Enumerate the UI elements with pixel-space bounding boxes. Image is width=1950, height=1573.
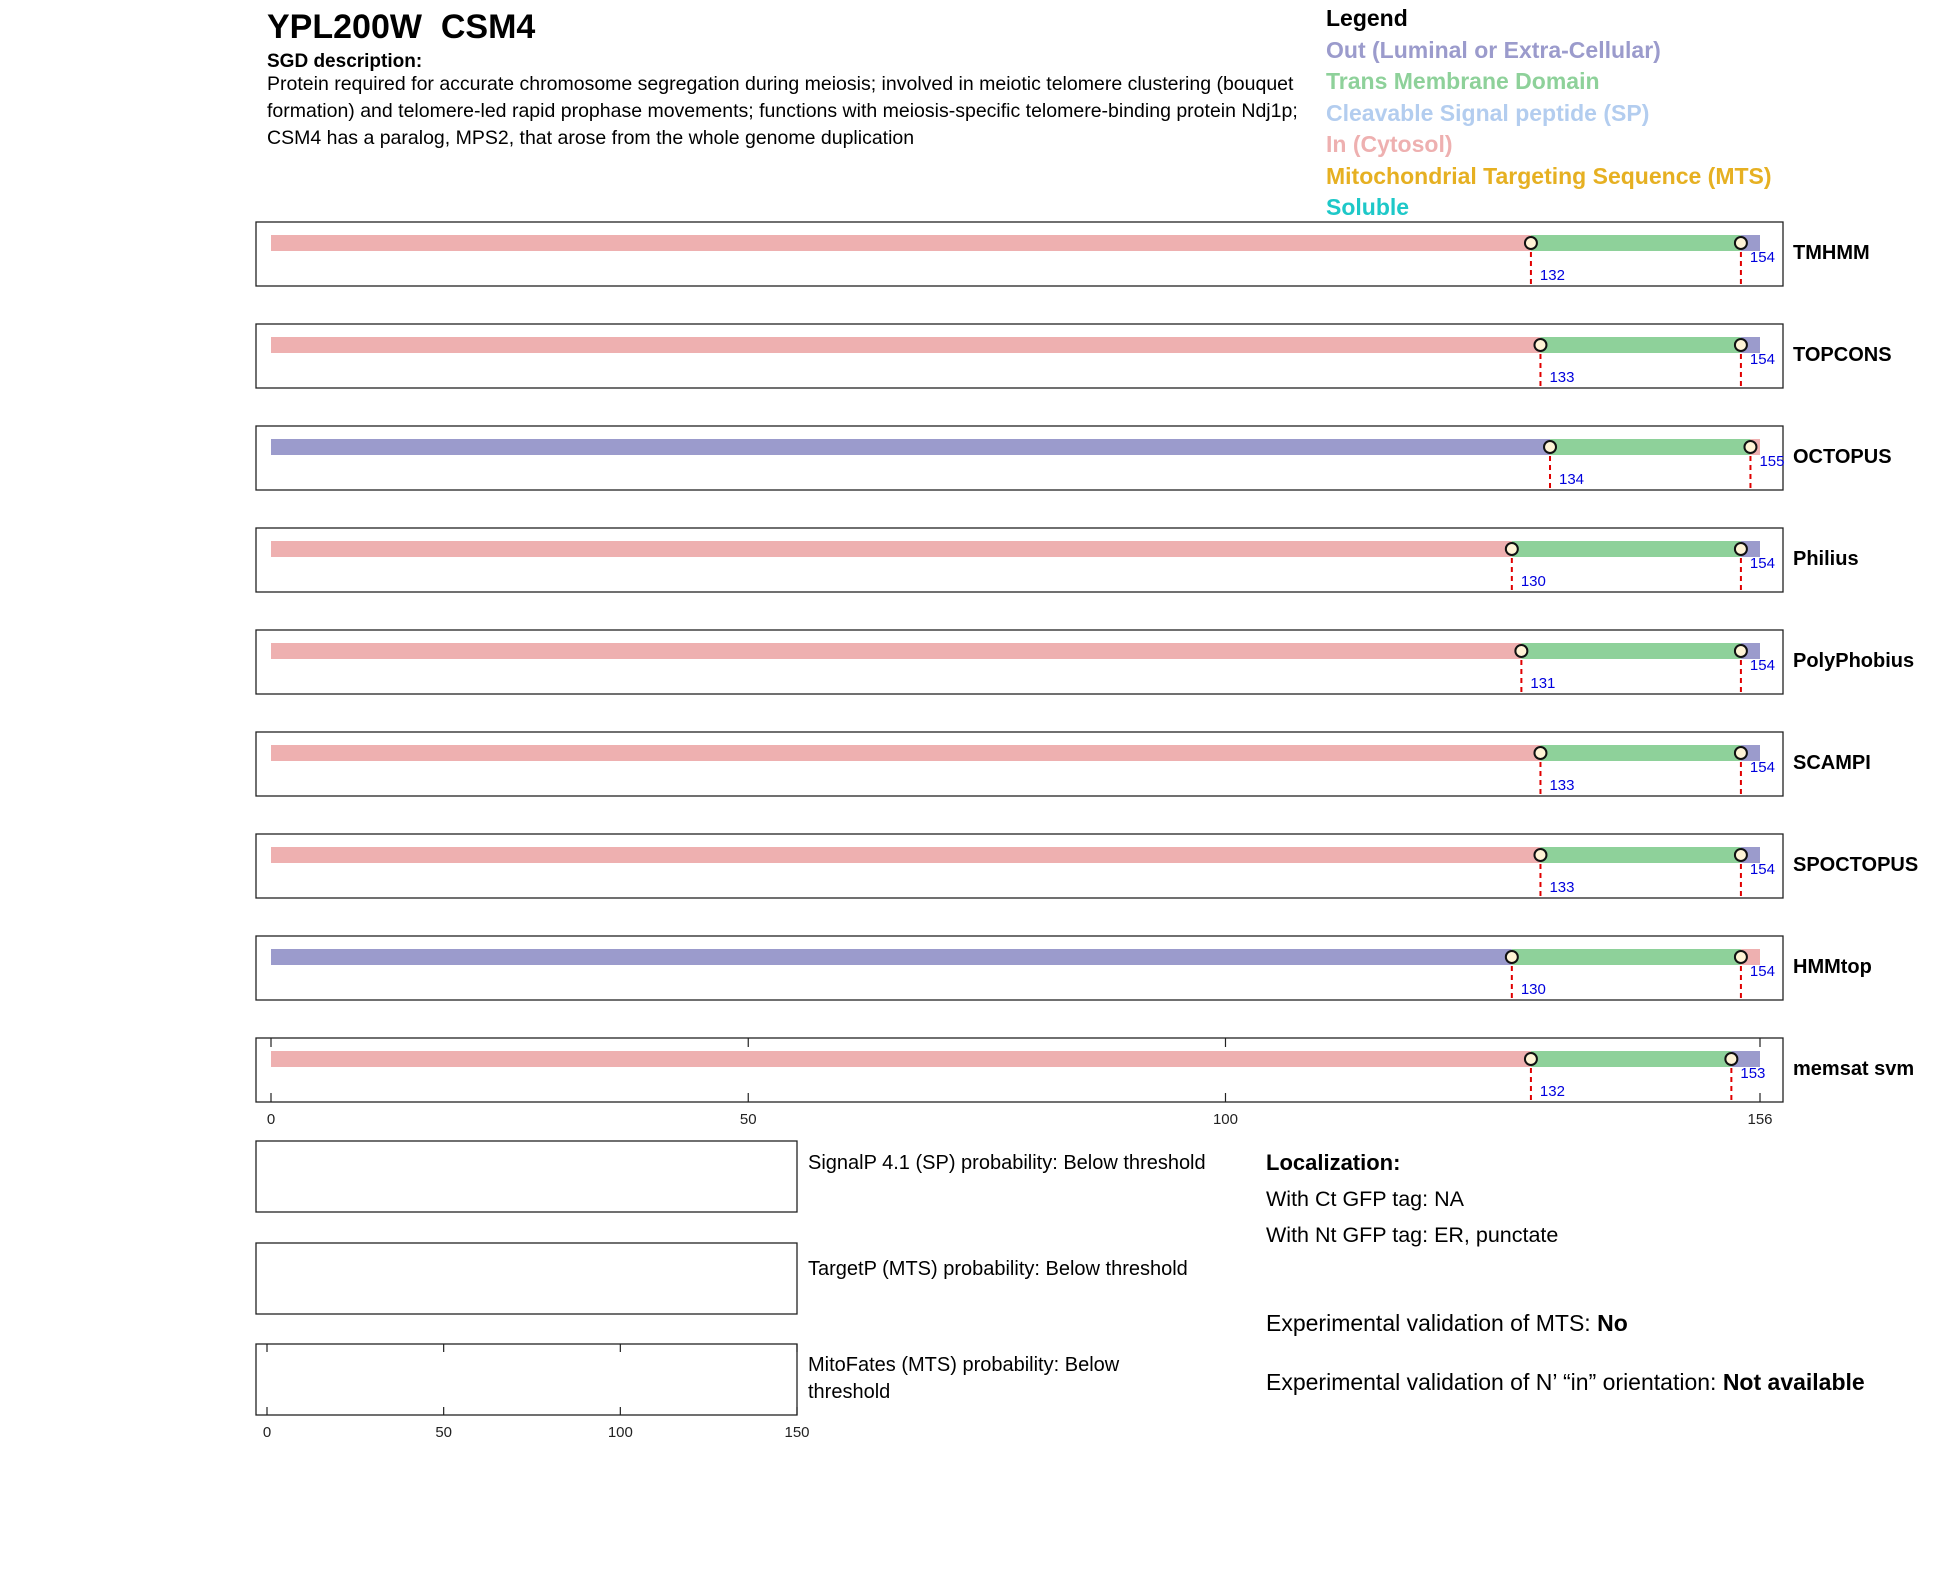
segment-in-memsat-svm [271,1051,1531,1067]
track-name-octopus: OCTOPUS [1793,446,1892,468]
boundary-label: 154 [1749,861,1775,878]
segment-tm-topcons [1540,337,1740,353]
boundary-label: 155 [1759,453,1785,470]
boundary-marker [1525,237,1537,249]
boundary-label: 154 [1749,963,1775,980]
gene-title: YPL200W CSM4 [267,8,536,46]
segment-tm-hmmtop [1512,949,1741,965]
x-tick-label: 100 [1212,1111,1239,1128]
boundary-label: 133 [1549,777,1575,794]
probability-box [256,1141,797,1212]
boundary-marker [1515,645,1527,657]
prob-x-tick-label: 100 [607,1424,633,1441]
segment-tm-octopus [1550,439,1750,455]
boundary-marker [1735,747,1747,759]
localization-heading: Localization: [1266,1150,1401,1175]
prob-x-tick-label: 150 [784,1424,810,1441]
orientation-validation [1266,1366,1906,1398]
segment-in-polyphobius [271,643,1521,659]
targetp-probability-label: TargetP (MTS) probability: Below threshold [808,1258,1188,1280]
track-name-scampi: SCAMPI [1793,752,1871,774]
legend-item-tm: Trans Membrane Domain [1326,68,1600,94]
boundary-label: 154 [1749,759,1775,776]
segment-tm-memsat-svm [1531,1051,1731,1067]
boundary-marker [1735,237,1747,249]
segment-tm-scampi [1540,745,1740,761]
prob-x-tick-label: 0 [262,1424,272,1441]
mts-validation-value: No [1597,1310,1628,1336]
boundary-label: 154 [1749,249,1775,266]
boundary-label: 134 [1559,471,1585,488]
x-tick-label: 0 [266,1111,276,1128]
segment-out-octopus [271,439,1550,455]
segment-in-spoctopus [271,847,1540,863]
legend-item-sp: Cleavable Signal peptide (SP) [1326,100,1650,126]
segment-tm-philius [1512,541,1741,557]
track-name-spoctopus: SPOCTOPUS [1793,854,1919,876]
segment-out-hmmtop [271,949,1512,965]
boundary-marker [1735,951,1747,963]
segment-tm-spoctopus [1540,847,1740,863]
track-frame-hmmtop [256,936,1783,1000]
mts-validation-label: Experimental validation of MTS: [1266,1310,1598,1336]
track-name-philius: Philius [1793,548,1859,570]
orientation-validation-label: Experimental validation of N’ “in” orientation: [1266,1369,1723,1395]
signalp-probability-label: SignalP 4.1 (SP) probability: Below threshold [808,1152,1206,1174]
boundary-label: 153 [1740,1065,1766,1082]
probability-box [256,1243,797,1314]
legend-item-mts: Mitochondrial Targeting Sequence (MTS) [1326,163,1772,189]
probability-box [256,1344,797,1415]
track-name-memsat-svm: memsat svm [1793,1058,1915,1080]
boundary-marker [1735,645,1747,657]
boundary-marker [1534,339,1546,351]
boundary-label: 132 [1539,267,1565,284]
track-name-topcons: TOPCONS [1793,344,1892,366]
localization-nt: With Nt GFP tag: ER, punctate [1266,1223,1559,1247]
boundary-label: 130 [1520,573,1546,590]
legend-item-out: Out (Luminal or Extra-Cellular) [1326,37,1661,63]
segment-in-scampi [271,745,1540,761]
boundary-marker [1735,543,1747,555]
legend-item-soluble: Soluble [1326,194,1410,220]
mts-validation [1266,1307,1906,1339]
track-name-polyphobius: PolyPhobius [1793,650,1915,672]
prob-x-tick-label: 50 [435,1424,453,1441]
legend-item-in: In (Cytosol) [1326,131,1453,157]
boundary-marker [1506,951,1518,963]
mitofates-probability-label: MitoFates (MTS) probability: Below threshold [808,1354,1120,1403]
boundary-label: 130 [1520,981,1546,998]
boundary-label: 133 [1549,369,1575,386]
boundary-marker [1544,441,1556,453]
boundary-marker [1534,849,1546,861]
boundary-label: 133 [1549,879,1575,896]
segment-in-topcons [271,337,1540,353]
boundary-marker [1735,339,1747,351]
track-name-hmmtop: HMMtop [1793,956,1872,978]
segment-tm-polyphobius [1521,643,1741,659]
boundary-label: 131 [1530,675,1556,692]
x-tick-label: 156 [1747,1111,1773,1128]
track-frame-octopus [256,426,1783,490]
x-tick-label: 50 [739,1111,757,1128]
boundary-marker [1534,747,1546,759]
boundary-marker [1725,1053,1737,1065]
track-frame-philius [256,528,1783,592]
boundary-marker [1525,1053,1537,1065]
sgd-description-text: Protein required for accurate chromosome segregation during meiosis; involved in meiotic telomere clustering (bouquet formation) and telomere-led rapid prophase movements; functions with meiosis-specific telomere-binding protein Ndj1p; CSM4 has a paralog, MPS2, that arose from the whole genome duplication [267,73,1298,149]
boundary-label: 154 [1749,351,1775,368]
boundary-marker [1506,543,1518,555]
boundary-label: 154 [1749,657,1775,674]
legend-title: Legend [1326,5,1408,31]
boundary-label: 154 [1749,555,1775,572]
segment-in-tmhmm [271,235,1531,251]
segment-tm-tmhmm [1531,235,1741,251]
track-name-tmhmm: TMHMM [1793,242,1870,264]
localization-ct: With Ct GFP tag: NA [1266,1187,1464,1211]
orientation-validation-value: Not available [1722,1369,1865,1395]
boundary-marker [1735,849,1747,861]
segment-in-philius [271,541,1512,557]
boundary-marker [1744,441,1756,453]
sgd-description-heading: SGD description: [267,51,423,72]
boundary-label: 132 [1539,1083,1565,1100]
